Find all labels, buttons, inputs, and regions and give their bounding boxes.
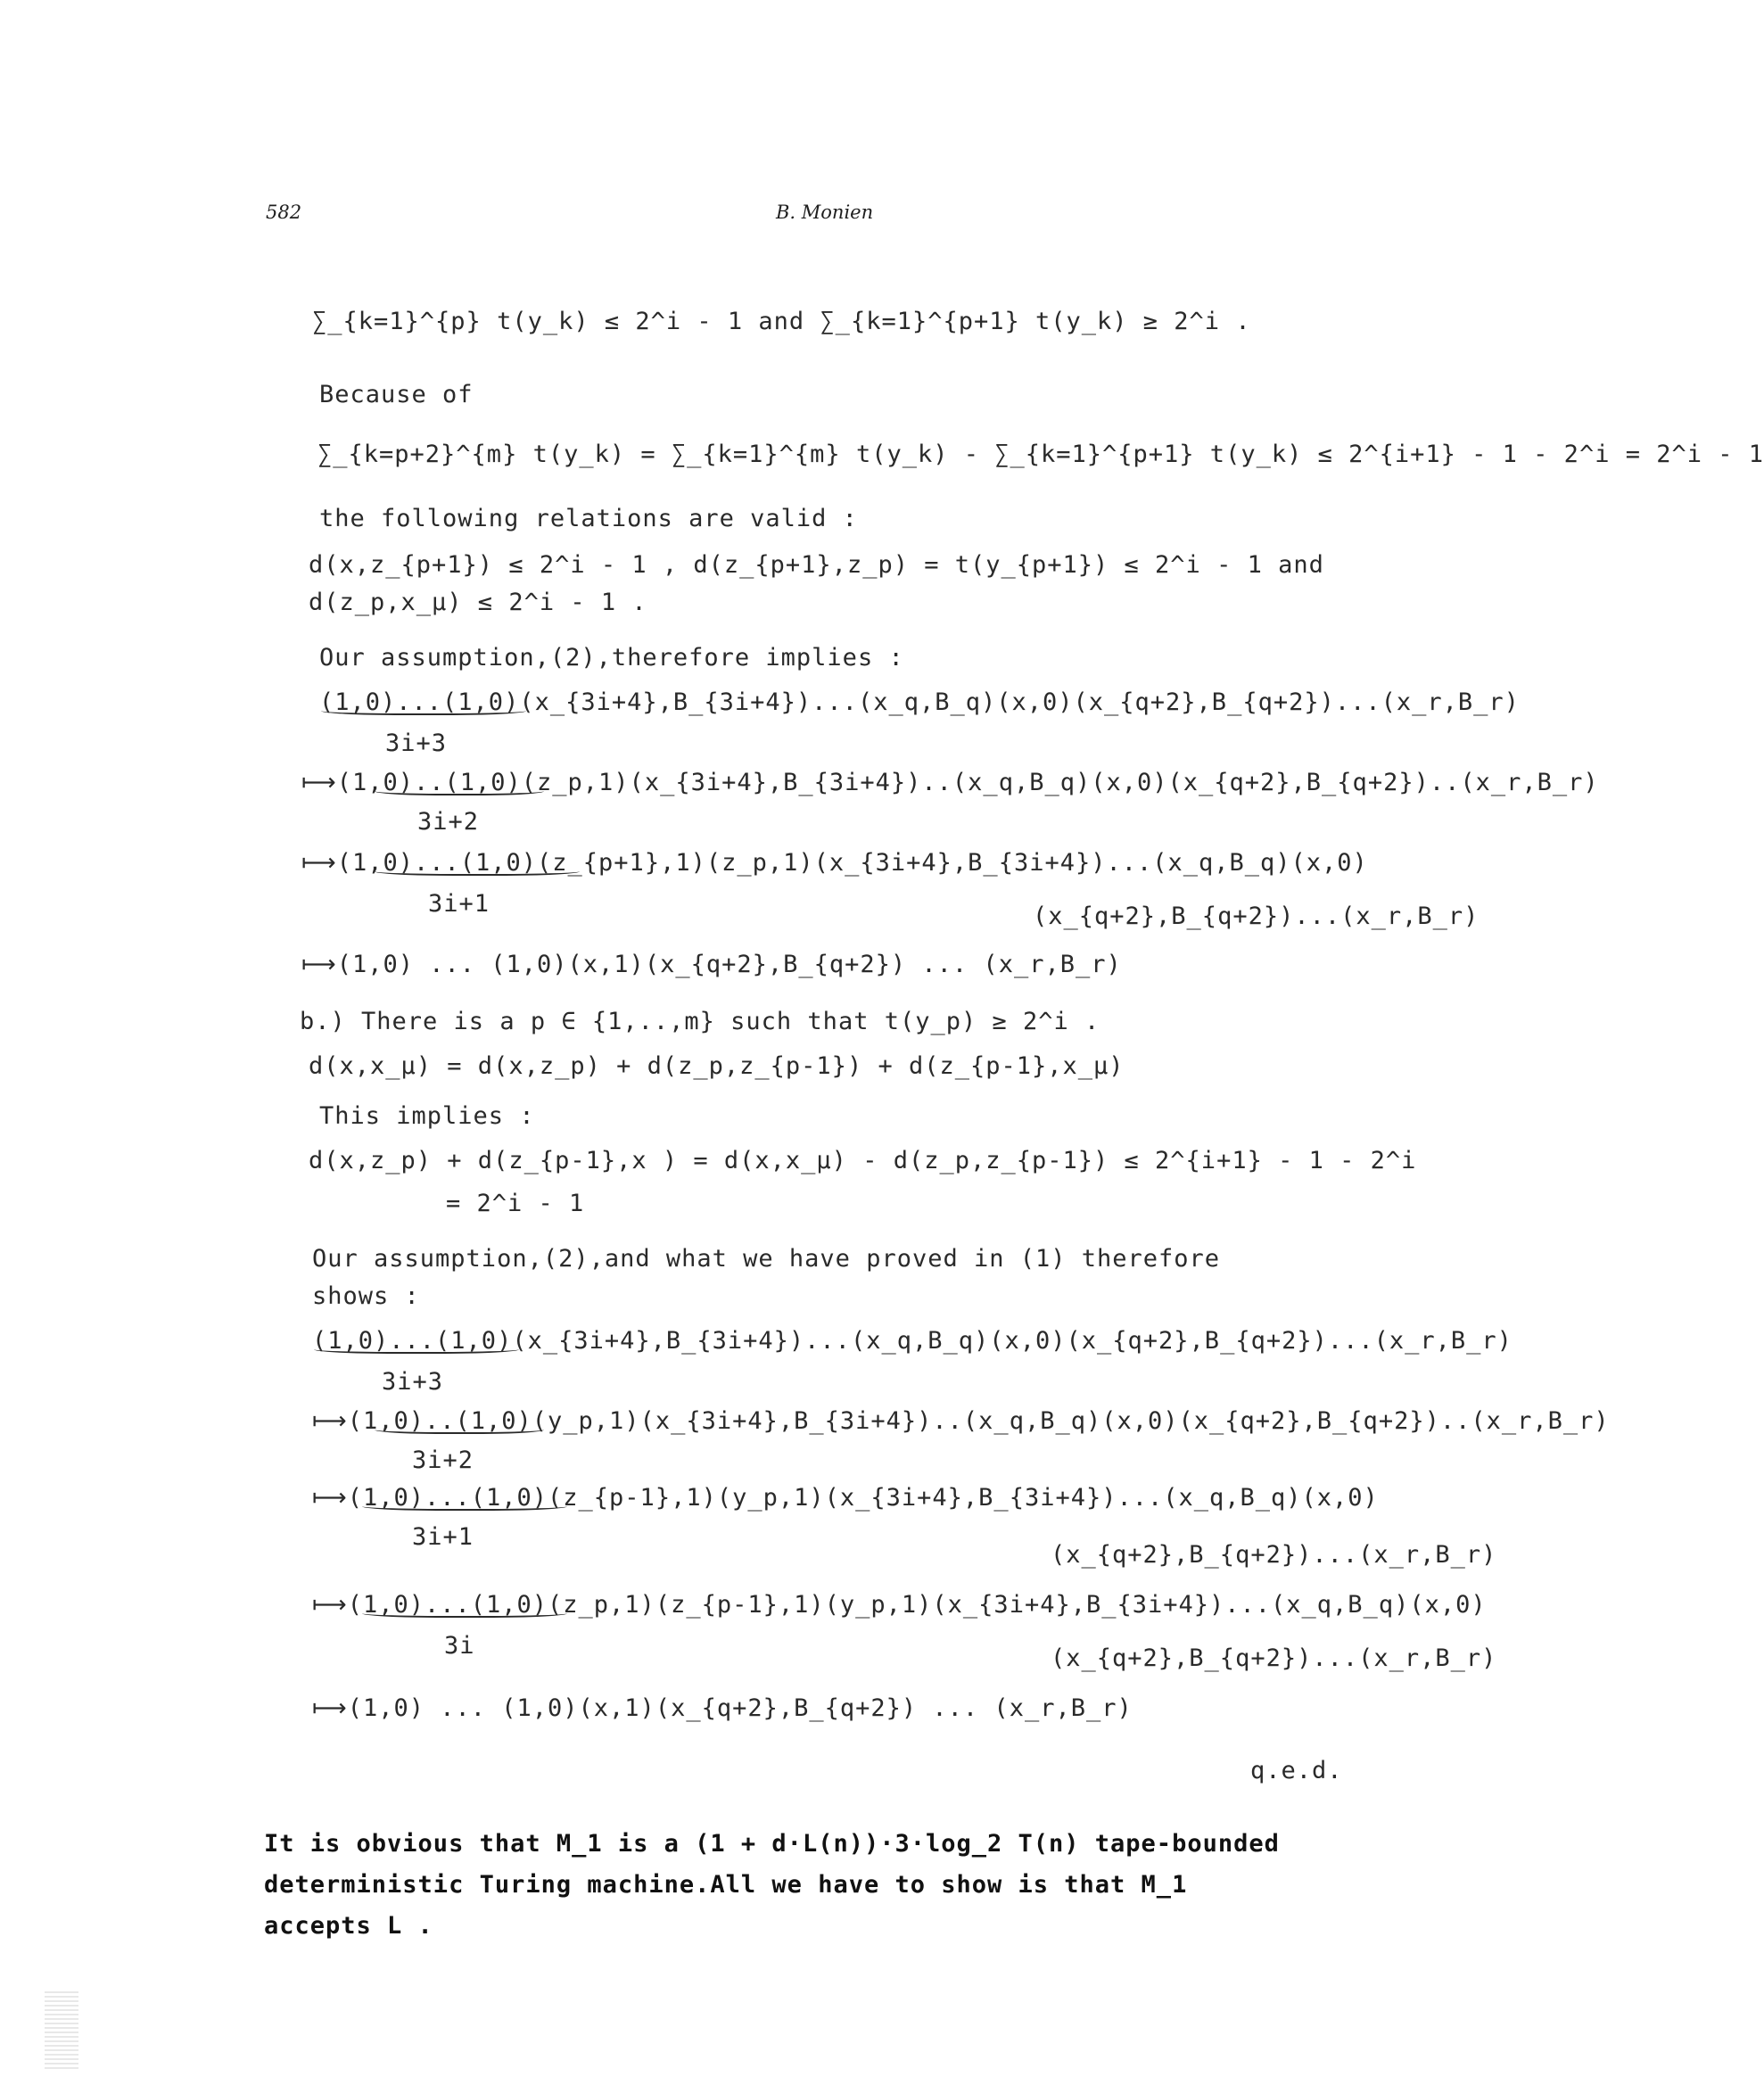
because-of-line: Because of	[319, 381, 474, 408]
underbrace	[375, 1423, 544, 1434]
config-line-7: ⟼(1,0)...(1,0)(z_{p-1},1)(y_p,1)(x_{3i+4},B_{3i+4})...(x_q,B_q)(x,0)	[312, 1484, 1379, 1512]
distance-inequality-line: d(x,z_p) + d(z_{p-1},x ) = d(x,x_μ) - d(z_p,z_{p-1}) ≤ 2^{i+1} - 1 - 2^i	[309, 1147, 1417, 1174]
config-line-8-continued: (x_{q+2},B_{q+2})...(x_r,B_r)	[1051, 1644, 1497, 1672]
config-line-6: ⟼(1,0)..(1,0)(y_p,1)(x_{3i+4},B_{3i+4})..(x_q,B_q)(x,0)(x_{q+2},B_{q+2})..(x_r,B_r)	[312, 1407, 1610, 1435]
config-line-2: ⟼(1,0)..(1,0)(z_p,1)(x_{3i+4},B_{3i+4})..(x_q,B_q)(x,0)(x_{q+2},B_{q+2})..(x_r,B_r)	[301, 769, 1599, 796]
distance-bounds-line-2: d(z_p,x_μ) ≤ 2^i - 1 .	[309, 589, 647, 616]
distance-bounds-line-1: d(x,z_{p+1}) ≤ 2^i - 1 , d(z_{p+1},z_p) = t(y_{p+1}) ≤ 2^i - 1 and	[309, 551, 1324, 579]
case-b-line: b.) There is a p ∈ {1,..,m} such that t(y_p) ≥ 2^i .	[300, 1008, 1100, 1035]
underbrace-label: 3i+3	[382, 1368, 444, 1396]
distance-sum-line: d(x,x_μ) = d(x,z_p) + d(z_p,z_{p-1}) + d(z_{p-1},x_μ)	[309, 1052, 1125, 1080]
underbrace	[321, 705, 526, 715]
shows-line: shows :	[312, 1282, 420, 1310]
distance-result-line: = 2^i - 1	[446, 1190, 585, 1217]
config-line-3: ⟼(1,0)...(1,0)(z_{p+1},1)(z_p,1)(x_{3i+4},B_{3i+4})...(x_q,B_q)(x,0)	[301, 849, 1368, 877]
underbrace	[375, 865, 580, 876]
config-line-8: ⟼(1,0)...(1,0)(z_p,1)(z_{p-1},1)(y_p,1)(x_{3i+4},B_{3i+4})...(x_q,B_q)(x,0)	[312, 1591, 1487, 1619]
config-line-9: ⟼(1,0) ... (1,0)(x,1)(x_{q+2},B_{q+2}) ... (x_r,B_r)	[312, 1694, 1133, 1722]
assumption-implies-line: Our assumption,(2),therefore implies :	[319, 644, 904, 672]
config-line-3-continued: (x_{q+2},B_{q+2})...(x_r,B_r)	[1033, 902, 1480, 930]
underbrace-label: 3i+1	[428, 890, 490, 918]
running-head-author: B. Monien	[776, 202, 874, 223]
conclusion-line-1: It is obvious that M_1 is a (1 + d·L(n))·3·log_2 T(n) tape-bounded	[264, 1830, 1280, 1858]
underbrace-label: 3i+1	[412, 1523, 474, 1551]
sum-bounds-line: ∑_{k=1}^{p} t(y_k) ≤ 2^i - 1 and ∑_{k=1}^{p+1} t(y_k) ≥ 2^i .	[312, 308, 1251, 335]
config-line-1: (1,0)...(1,0)(x_{3i+4},B_{3i+4})...(x_q,B_q)(x,0)(x_{q+2},B_{q+2})...(x_r,B_r)	[319, 688, 1520, 716]
sum-difference-line: ∑_{k=p+2}^{m} t(y_k) = ∑_{k=1}^{m} t(y_k) - ∑_{k=1}^{p+1} t(y_k) ≤ 2^{i+1} - 1 - 2^i = 2^i - 1	[317, 441, 1764, 468]
conclusion-line-2: deterministic Turing machine.All we have to show is that M_1	[264, 1871, 1188, 1899]
underbrace-label: 3i	[444, 1632, 475, 1660]
config-line-4: ⟼(1,0) ... (1,0)(x,1)(x_{q+2},B_{q+2}) ... (x_r,B_r)	[301, 951, 1122, 978]
underbrace	[362, 1500, 567, 1511]
this-implies-line: This implies :	[319, 1102, 535, 1130]
underbrace	[314, 1343, 519, 1354]
relations-valid-line: the following relations are valid :	[319, 505, 858, 532]
conclusion-line-3: accepts L .	[264, 1912, 433, 1940]
scan-artifact	[45, 1989, 78, 2069]
underbrace	[362, 1607, 567, 1618]
config-line-7-continued: (x_{q+2},B_{q+2})...(x_r,B_r)	[1051, 1541, 1497, 1569]
underbrace-label: 3i+3	[385, 729, 448, 757]
config-line-5: (1,0)...(1,0)(x_{3i+4},B_{3i+4})...(x_q,B_q)(x,0)(x_{q+2},B_{q+2})...(x_r,B_r)	[312, 1327, 1513, 1355]
qed: q.e.d.	[1250, 1757, 1343, 1784]
underbrace-label: 3i+2	[412, 1446, 474, 1474]
underbrace	[375, 785, 544, 795]
underbrace-label: 3i+2	[417, 808, 480, 836]
our-assumption-line: Our assumption,(2),and what we have proved in (1) therefore	[312, 1245, 1221, 1273]
page-number: 582	[266, 202, 302, 223]
